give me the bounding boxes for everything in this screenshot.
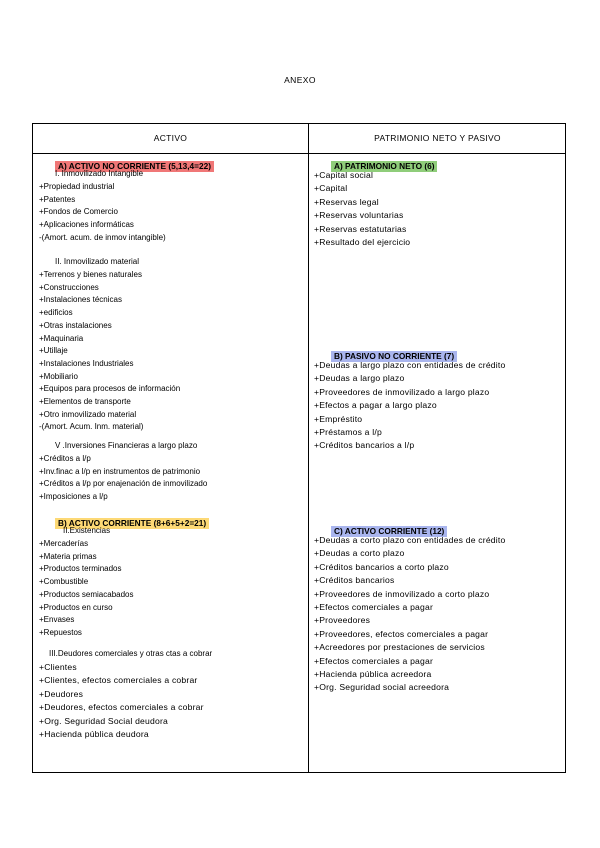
subheading-inmovilizado-intangible: I. Inmovilizado Intangible: [55, 169, 144, 178]
list-item: +Productos semiacabados: [39, 589, 134, 599]
list-item: +Equipos para procesos de información: [39, 384, 181, 394]
column-header-patrimonio: PATRIMONIO NETO Y PASIVO: [374, 133, 501, 143]
list-item: +Empréstito: [314, 413, 363, 424]
list-item: +Hacienda pública acreedora: [314, 669, 432, 680]
subheading-existencias: II.Existencias: [63, 526, 111, 535]
list-item: +Instalaciones Industriales: [39, 358, 134, 368]
list-item: +Proveedores de inmovilizado a corto plazo: [314, 588, 490, 599]
list-item: +Productos en curso: [39, 602, 113, 612]
list-item: +Instalaciones técnicas: [39, 295, 122, 305]
header-divider: [33, 153, 565, 154]
list-item: +Construcciones: [39, 282, 99, 292]
balance-table: [32, 123, 566, 773]
column-divider: [308, 124, 309, 772]
list-item: +edificios: [39, 308, 73, 318]
list-item: +Otro inmovilizado material: [39, 409, 137, 419]
list-inversiones-financieras: [39, 453, 207, 504]
list-item: +Clientes: [39, 662, 77, 672]
list-item: +Elementos de transporte: [39, 397, 131, 407]
list-item: +Utillaje: [39, 346, 68, 356]
list-item: +Deudores, efectos comerciales a cobrar: [39, 702, 204, 713]
list-item: +Org. Seguridad social acreedora: [314, 682, 450, 693]
list-item: +Deudas a corto plazo: [314, 548, 405, 559]
list-pasivo-corriente: [314, 534, 505, 695]
list-item: +Aplicaciones informáticas: [39, 220, 134, 230]
list-item: +Maquinaria: [39, 333, 84, 343]
list-item: +Proveedores, efectos comerciales a pagar: [314, 628, 489, 639]
list-item: +Proveedores de inmovilizado a largo plazo: [314, 386, 490, 397]
list-inmovilizado-material: [39, 269, 180, 434]
list-item: +Mercaderías: [39, 539, 89, 548]
list-item: +Créditos a l/p: [39, 454, 91, 463]
subheading-inversiones-financieras: V .Inversiones Financieras a largo plazo: [55, 441, 198, 450]
list-item: +Reservas voluntarias: [314, 210, 404, 221]
section-heading: B) ACTIVO CORRIENTE (8+6+5+2=21): [55, 518, 209, 529]
list-item: -(Amort. Acum. Inm. material): [39, 422, 144, 432]
list-patrimonio-neto: [314, 169, 410, 249]
page-title: ANEXO: [284, 75, 316, 85]
list-item: -(Amort. acum. de inmov intangible): [39, 232, 166, 242]
list-item: +Créditos bancarios a corto plazo: [314, 561, 449, 572]
list-existencias: [39, 538, 134, 640]
list-item: +Org. Seguridad Social deudora: [39, 715, 169, 726]
list-item: +Repuestos: [39, 627, 82, 637]
list-item: +Créditos bancarios a l/p: [314, 440, 415, 451]
list-item: +Capital: [314, 183, 348, 194]
list-item: +Combustible: [39, 577, 89, 587]
section-heading: A) ACTIVO NO CORRIENTE (5,13,4=22): [55, 161, 214, 172]
list-item: +Hacienda pública deudora: [39, 729, 149, 740]
section-heading: C) ACTIVO CORRIENTE (12): [331, 526, 447, 537]
list-item: +Deudas a largo plazo: [314, 373, 405, 384]
list-item: +Reservas estatutarias: [314, 223, 407, 234]
list-item: +Inv.finac a l/p en instrumentos de patrimonio: [39, 466, 201, 476]
list-item: +Productos terminados: [39, 564, 122, 574]
list-item: +Deudas a largo plazo con entidades de crédito: [314, 360, 506, 370]
section-heading: B) PASIVO NO CORRIENTE (7): [331, 351, 457, 362]
list-item: +Materia primas: [39, 551, 97, 561]
column-header-activo: ACTIVO: [153, 133, 188, 143]
list-item: +Efectos comerciales a pagar: [314, 655, 434, 666]
list-item: +Proveedores: [314, 615, 371, 626]
list-item: +Préstamos a l/p: [314, 427, 382, 438]
list-pasivo-no-corriente: [314, 359, 505, 453]
list-item: +Reservas legal: [314, 196, 379, 207]
list-item: +Deudores: [39, 688, 84, 699]
list-item: +Acreedores por prestaciones de servicios: [314, 642, 485, 653]
subheading-deudores: III.Deudores comerciales y otras ctas a cobrar: [49, 649, 213, 658]
list-item: +Propiedad industrial: [39, 182, 115, 191]
list-item: +Efectos comerciales a pagar: [314, 602, 434, 613]
subheading-inmovilizado-material: II. Inmovilizado material: [55, 257, 140, 266]
list-inmovilizado-intangible: [39, 181, 166, 245]
list-item: +Deudas a corto plazo con entidades de crédito: [314, 535, 506, 545]
list-item: +Créditos a l/p por enajenación de inmovilizado: [39, 479, 208, 489]
list-item: +Capital social: [314, 170, 374, 180]
list-item: +Mobiliario: [39, 371, 78, 381]
list-deudores: [39, 661, 204, 741]
list-item: +Otras instalaciones: [39, 320, 112, 330]
list-item: +Clientes, efectos comerciales a cobrar: [39, 675, 198, 686]
list-item: +Efectos a pagar a largo plazo: [314, 400, 437, 411]
list-item: +Envases: [39, 615, 75, 625]
list-item: +Fondos de Comercio: [39, 207, 118, 217]
list-item: +Resultado del ejercicio: [314, 237, 411, 248]
list-item: +Imposiciones a l/p: [39, 492, 108, 502]
list-item: +Terrenos y bienes naturales: [39, 270, 142, 279]
section-heading: A) PATRIMONIO NETO (6): [331, 161, 437, 172]
list-item: +Patentes: [39, 194, 76, 204]
list-item: +Créditos bancarios: [314, 575, 395, 586]
